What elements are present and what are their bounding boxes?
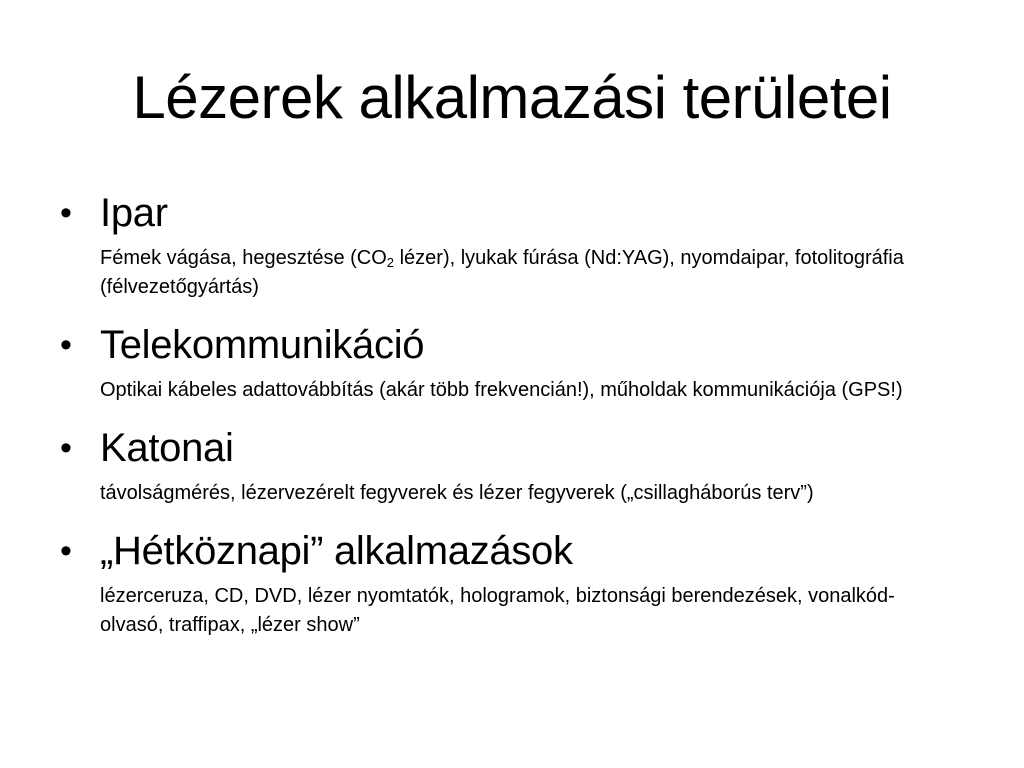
bullet-heading-text: Ipar (100, 191, 168, 235)
description-text: Fémek vágása, hegesztése (CO (100, 247, 387, 269)
bullet-icon: • (60, 532, 72, 570)
bullet-icon: • (60, 194, 72, 232)
bullet-description: távolságmérés, lézervezérelt fegyverek és lézer fegyverek („csillagháborús terv”) (100, 482, 814, 504)
slide-title: Lézerek alkalmazási területei (132, 64, 892, 131)
bullet-icon: • (60, 326, 72, 364)
bullet-heading (58, 320, 958, 370)
bullet-list (58, 188, 958, 658)
bullet-heading (58, 423, 958, 473)
bullet-icon: • (60, 429, 72, 467)
list-item (58, 188, 958, 302)
bullet-heading-text: „Hétköznapi” alkalmazások (100, 529, 573, 573)
bullet-heading (58, 526, 958, 576)
bullet-heading-text: Katonai (100, 426, 234, 470)
bullet-description: Optikai kábeles adattovábbítás (akár több frekvencián!), műholdak kommunikációja (GPS!) (100, 379, 903, 401)
list-item (58, 320, 958, 405)
subscript: 2 (386, 255, 395, 270)
bullet-description (100, 244, 950, 302)
description-text: lézer), lyukak fúrása (Nd:YAG), nyomdaipar, fotolitográfia (félvezetőgyártás) (100, 247, 904, 298)
bullet-heading (58, 188, 958, 238)
list-item (58, 423, 958, 508)
bullet-heading-text: Telekommunikáció (100, 323, 425, 367)
list-item (58, 526, 958, 640)
bullet-description: lézerceruza, CD, DVD, lézer nyomtatók, hologramok, biztonsági berendezések, vonalkód-olvasó, traffipax, „lézer show” (100, 585, 895, 636)
